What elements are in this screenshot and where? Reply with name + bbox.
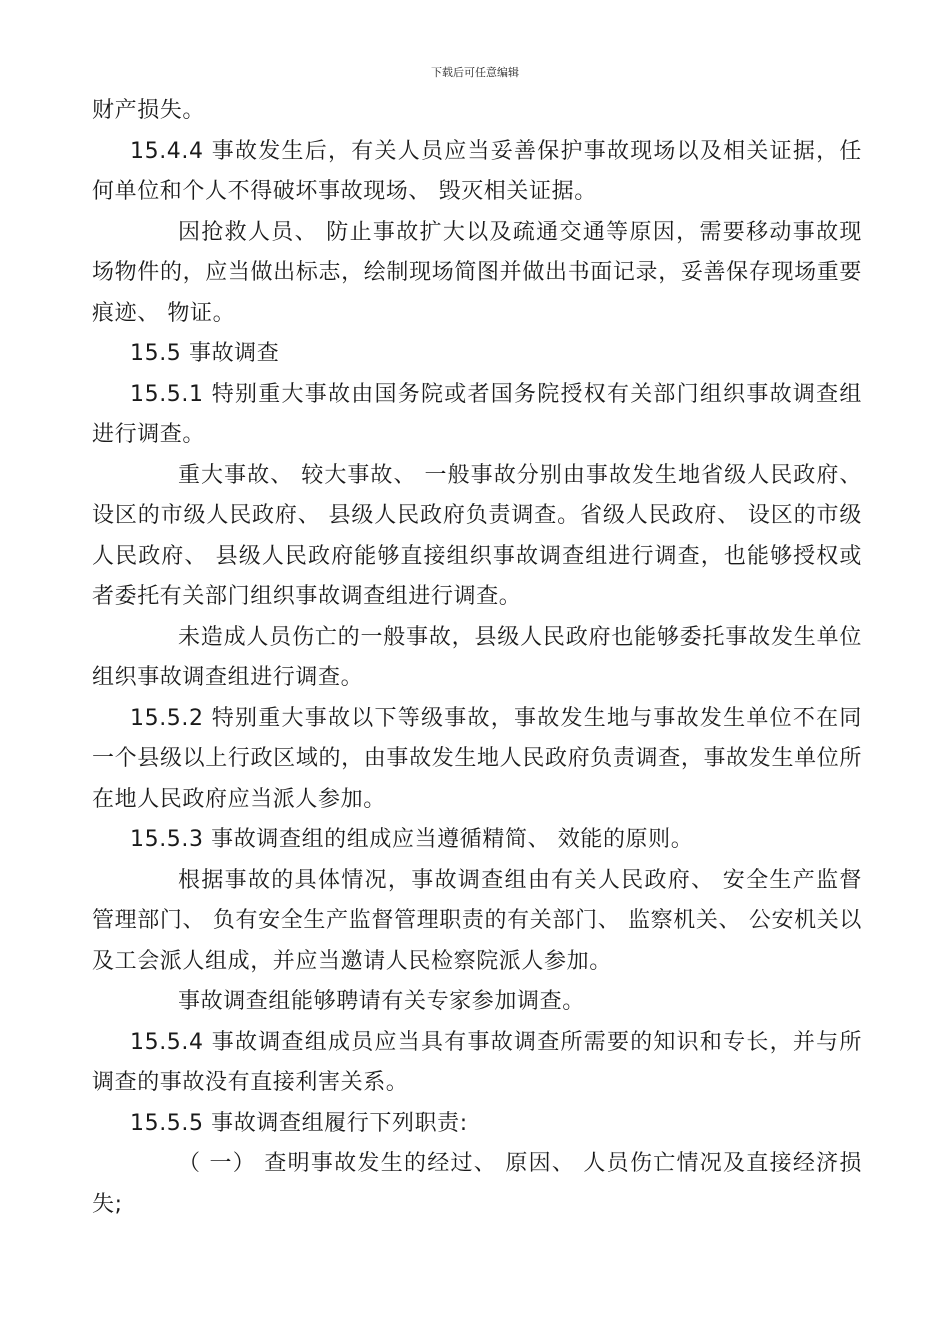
paragraph: 事故调查组能够聘请有关专家参加调查。 bbox=[178, 989, 585, 1014]
paragraph: 根据事故的具体情况，事故调查组由有关人民政府、 安全生产监督管理部门、 负有安全生产监督管理职责的有关部门、 监察机关、 公安机关以及工会派人组成，并应当邀请人民检察院派人参加。 bbox=[92, 867, 862, 974]
clause-15-4-4: 15.4.4 事故发生后，有关人员应当妥善保护事故现场以及相关证据，任何单位和个人不得破坏事故现场、 毁灭相关证据。 bbox=[92, 138, 862, 204]
paragraph: 财产损失。 bbox=[92, 98, 206, 123]
clause-15-5-5: 15.5.5 事故调查组履行下列职责: bbox=[130, 1110, 468, 1136]
list-item: （ 一） 查明事故发生的经过、 原因、 人员伤亡情况及直接经济损失; bbox=[92, 1151, 862, 1217]
paragraph: 重大事故、 较大事故、 一般事故分别由事故发生地省级人民政府、 设区的市级人民政府、 县级人民政府负责调查。省级人民政府、 设区的市级人民政府、 县级人民政府能够直接组织事故调查组进行调查，也能够授权或者委托有关部门组织事故调查组进行调查。 bbox=[92, 462, 862, 609]
paragraph: 未造成人员伤亡的一般事故，县级人民政府也能够委托事故发生单位组织事故调查组进行调查。 bbox=[92, 624, 862, 690]
clause-15-5-2: 15.5.2 特别重大事故以下等级事故，事故发生地与事故发生单位不在同一个县级以上行政区域的，由事故发生地人民政府负责调查，事故发生单位所在地人民政府应当派人参加。 bbox=[92, 705, 862, 812]
paragraph: 因抢救人员、 防止事故扩大以及疏通交通等原因，需要移动事故现场物件的，应当做出标志，绘制现场简图并做出书面记录，妥善保存现场重要痕迹、 物证。 bbox=[92, 219, 862, 326]
document-body bbox=[92, 91, 862, 1225]
clause-15-5-4: 15.5.4 事故调查组成员应当具有事故调查所需要的知识和专长，并与所调查的事故没有直接利害关系。 bbox=[92, 1029, 862, 1095]
section-heading-15-5: 15.5 事故调查 bbox=[130, 341, 280, 366]
page-header: 下载后可任意编辑 bbox=[431, 66, 519, 79]
clause-15-5-1: 15.5.1 特别重大事故由国务院或者国务院授权有关部门组织事故调查组进行调查。 bbox=[92, 381, 862, 447]
clause-15-5-3: 15.5.3 事故调查组的组成应当遵循精简、 效能的原则。 bbox=[130, 827, 694, 852]
